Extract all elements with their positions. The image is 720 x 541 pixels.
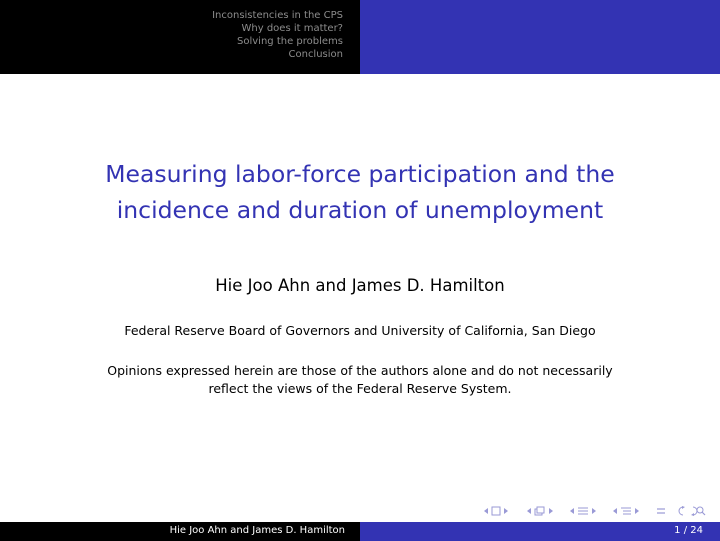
section-icon[interactable]: [569, 505, 603, 517]
header-nav-panel: [0, 0, 360, 74]
footer-author-panel: [0, 522, 360, 541]
frame-first-icon[interactable]: [483, 505, 517, 517]
nav-section-inconsistencies[interactable]: Inconsistencies in the CPS: [212, 10, 343, 21]
slide-title: [60, 156, 660, 228]
nav-section-why-matter[interactable]: Why does it matter?: [241, 23, 343, 34]
title-line-2: incidence and duration of unemployment: [116, 196, 604, 224]
footer-page-panel: [360, 522, 720, 541]
title-line-1: Measuring labor-force participation and the: [105, 160, 615, 188]
disclaimer-line-2: reflect the views of the Federal Reserve System.: [208, 381, 512, 396]
section-navigation: [212, 9, 343, 61]
footer-author: Hie Joo Ahn and James D. Hamilton: [169, 525, 345, 536]
authors: Hie Joo Ahn and James D. Hamilton: [215, 276, 505, 295]
page-number: 1 / 24: [674, 525, 703, 536]
slide-footer: [0, 522, 720, 541]
nav-section-solving[interactable]: Solving the problems: [237, 36, 343, 47]
header-accent-panel: [360, 0, 720, 74]
disclaimer-line-1: Opinions expressed herein are those of the authors alone and do not necessarily: [107, 363, 613, 378]
nav-section-conclusion[interactable]: Conclusion: [288, 49, 343, 60]
frame-right-icon[interactable]: [655, 505, 667, 517]
affiliation: Federal Reserve Board of Governors and University of California, San Diego: [124, 323, 596, 338]
beamer-navigation-symbols: [483, 503, 706, 519]
frame-left-icon[interactable]: [526, 505, 560, 517]
subsection-icon[interactable]: [612, 505, 646, 517]
search-icon[interactable]: [676, 505, 706, 517]
disclaimer: [60, 362, 660, 398]
slide-header: [0, 0, 720, 74]
